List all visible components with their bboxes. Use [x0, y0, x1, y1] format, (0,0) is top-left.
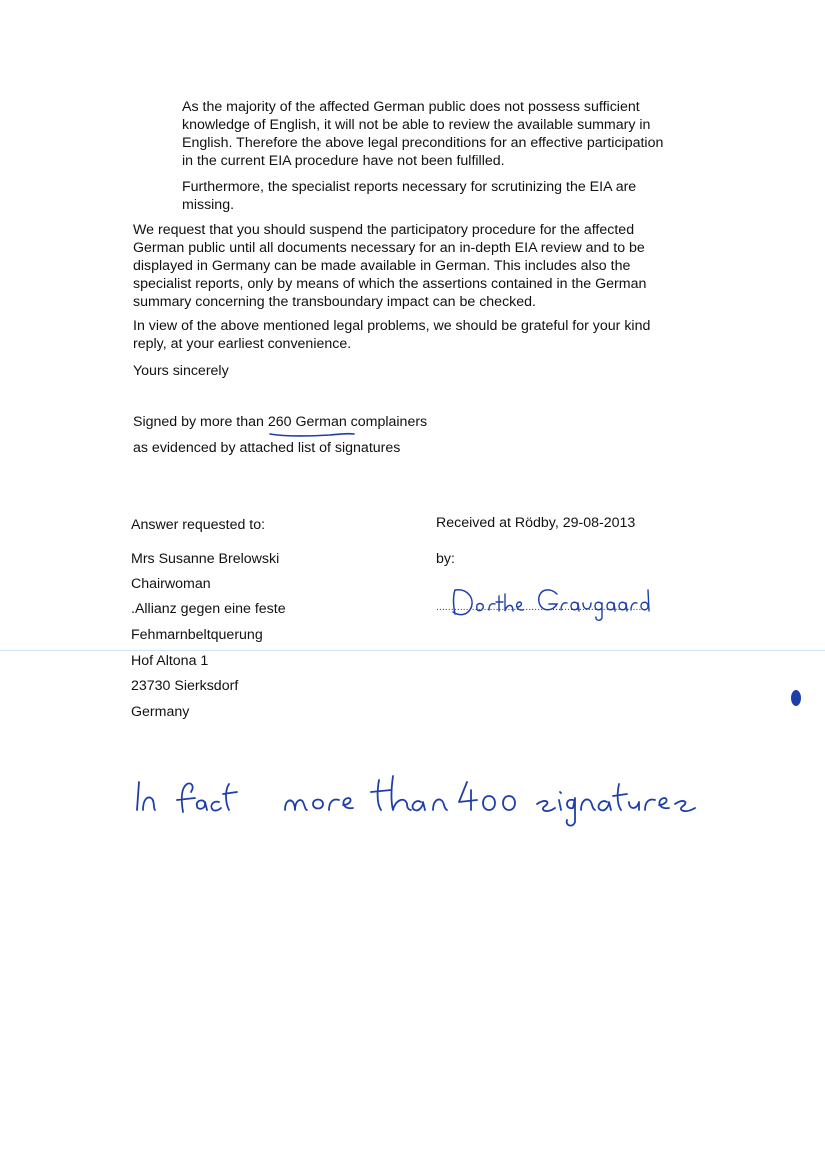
address-line: Chairwoman: [131, 576, 211, 592]
paragraph-line: We request that you should suspend the participatory procedure for the affected: [133, 222, 635, 238]
paragraph-line: summary concerning the transboundary impact can be checked.: [133, 294, 536, 310]
paragraph-line: In view of the above mentioned legal problems, we should be grateful for your kind: [133, 318, 651, 334]
paragraph-language-knowledge: [182, 98, 663, 170]
evidence-line: as evidenced by attached list of signatures: [133, 440, 401, 456]
paragraph-line: knowledge of English, it will not be able to review the available summary in: [182, 117, 651, 133]
paragraph-line: in the current EIA procedure have not been fulfilled.: [182, 153, 505, 169]
paragraph-line: specialist reports, only by means of which the assertions contained in the German: [133, 276, 647, 292]
paragraph-line: Furthermore, the specialist reports necessary for scrutinizing the EIA are: [182, 179, 637, 195]
received-text: Received at Rödby, 29-08-2013: [436, 515, 636, 531]
paragraph-line: German public until all documents necessary for an in-depth EIA review and to be: [133, 240, 645, 256]
ink-dot-mark: [789, 688, 803, 708]
paragraph-request: [133, 221, 646, 311]
paragraph-legal-problems: [133, 317, 650, 353]
address-line: Fehmarnbeltquerung: [131, 627, 263, 643]
handwritten-note: [125, 770, 745, 840]
paragraph-line: displayed in Germany can be made available in German. This includes also the: [133, 258, 631, 274]
address-line: Hof Altona 1: [131, 653, 209, 669]
received-by-label: by:: [436, 551, 455, 567]
signature-dotted-line: ......................................................................: [436, 602, 645, 613]
address-line: 23730 Sierksdorf: [131, 678, 239, 694]
address-line: Mrs Susanne Brelowski: [131, 551, 280, 567]
signed-by-line: Signed by more than 260 German complainers: [133, 414, 428, 430]
address-line: .Allianz gegen eine feste: [131, 601, 286, 617]
address-line: Germany: [131, 704, 190, 720]
paragraph-line: English. Therefore the above legal preconditions for an effective participation: [182, 135, 664, 151]
paragraph-specialist-reports: [182, 178, 636, 214]
answer-requested-label: Answer requested to:: [131, 517, 266, 533]
handwritten-signature: [445, 584, 695, 624]
paragraph-line: missing.: [182, 197, 235, 213]
paragraph-line: reply, at your earliest convenience.: [133, 336, 352, 352]
closing-salutation: Yours sincerely: [133, 363, 229, 379]
paragraph-line: As the majority of the affected German public does not possess sufficient: [182, 99, 640, 115]
scan-artifact-line: [0, 650, 825, 651]
